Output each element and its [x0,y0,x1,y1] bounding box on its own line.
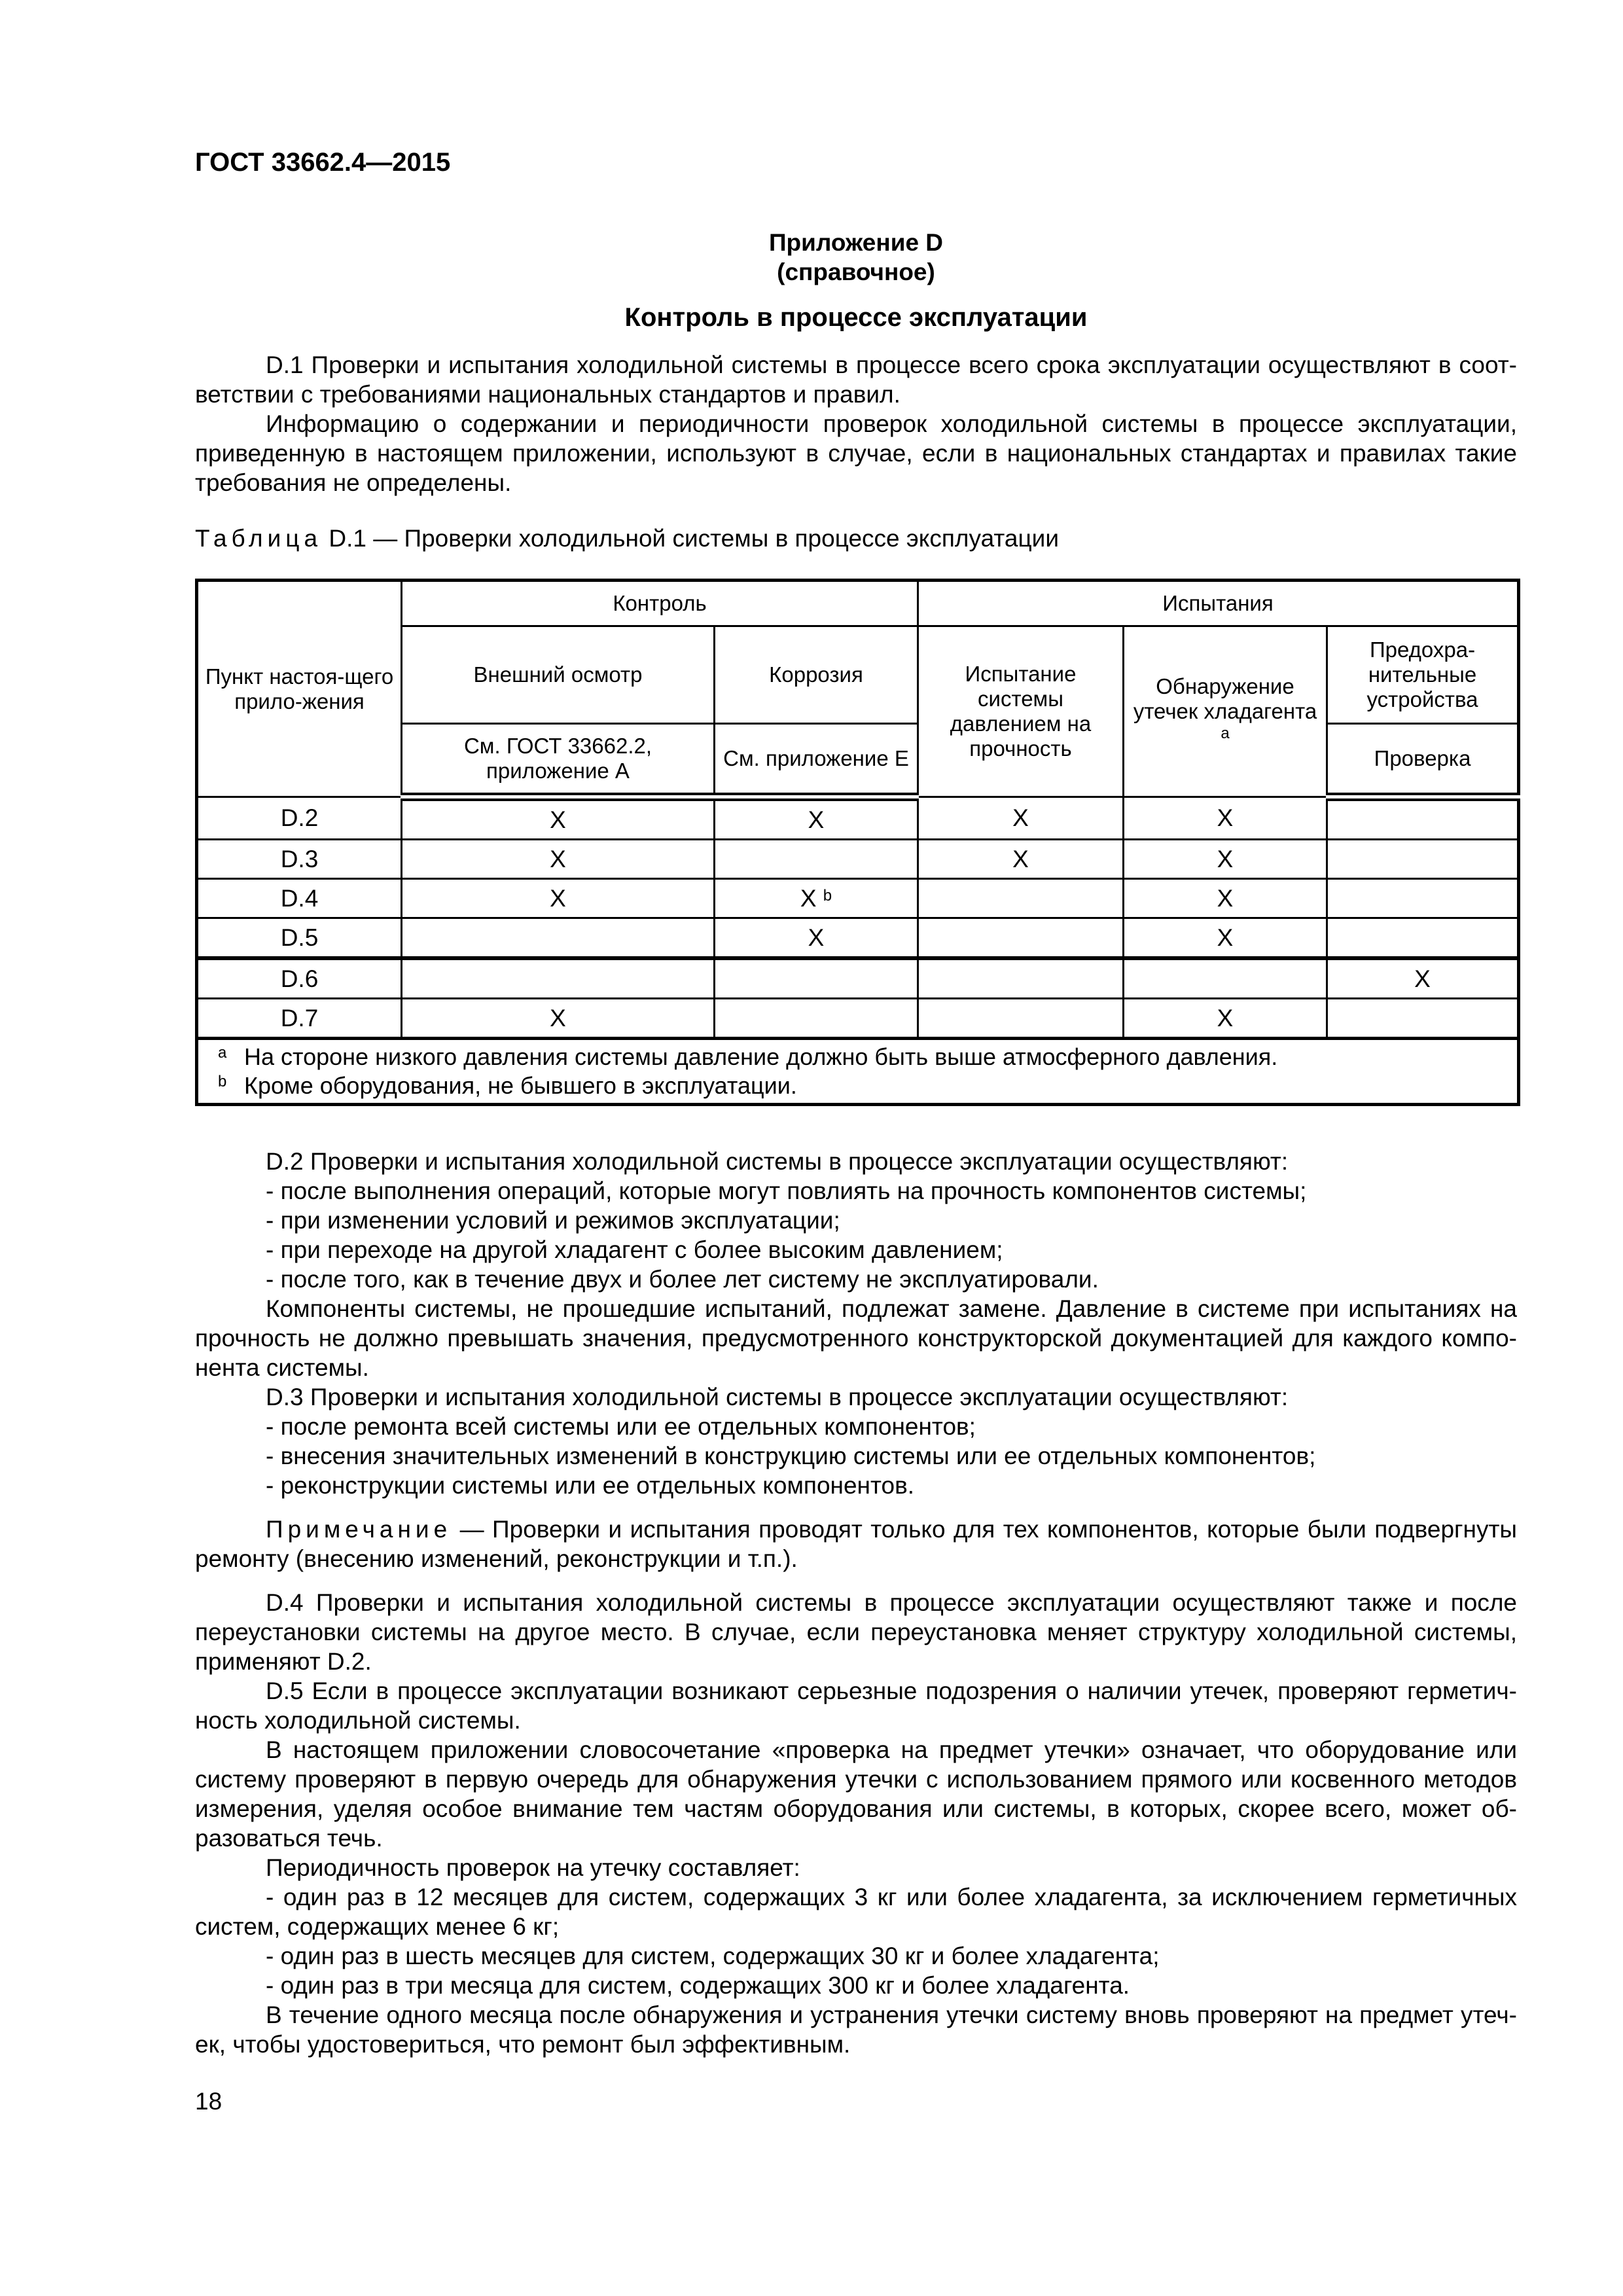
check-cell [1327,999,1519,1039]
intro-text [195,350,1517,497]
text-line: D.3 Проверки и испытания холодильной системы в процессе эксплуатации осуществляют: [266,1384,1289,1410]
check-cell [402,797,715,840]
paragraph [195,1206,1517,1235]
row-item: D.2 [197,797,402,840]
table-caption-text: D.1 — Проверки холодильной системы в процессе эксплуатации [322,525,1059,552]
text-line: D.5 Если в процессе эксплуатации возникают серьезные подозрения о наличии утечек, проверяют герметич- [266,1677,1517,1704]
check-cell [918,918,1124,959]
document-id: ГОСТ 33662.4—2015 [195,148,451,177]
check-cell [402,999,715,1039]
paragraph [195,350,1517,409]
table-caption-label: Таблица [195,525,323,552]
paragraph [195,1176,1517,1206]
header-visual-ref: См. ГОСТ 33662.2, приложение А [402,724,715,797]
text-line: Информацию о содержании и периодичности проверок холодильной системы в процессе эксплуатации, [266,410,1517,437]
text-line: - один раз в три месяца для систем, содержащих 300 кг и более хладагента. [266,1972,1130,1999]
check-mark: X [1217,804,1234,831]
check-cell [715,999,918,1039]
check-cell [1124,840,1327,879]
text-line: D.2 Проверки и испытания холодильной системы в процессе эксплуатации осуществляют: [266,1148,1289,1175]
check-mark: X [550,884,566,912]
check-mark: X [1414,965,1431,992]
header-visual: Внешний осмотр [402,626,715,724]
check-cell [1124,958,1327,999]
paragraph [195,409,1517,497]
paragraph [195,1941,1517,1971]
text-line: D.1 Проверки и испытания холодильной системы в процессе всего срока эксплуатации осуществляют в соот- [266,351,1517,378]
header-control: Контроль [402,581,918,626]
check-cell [918,797,1124,840]
check-mark: X [1217,924,1234,951]
paragraph [195,1412,1517,1441]
text-line: прочность не должно превышать значения, предусмотренного конструкторской документацией для каждого компо- [195,1325,1517,1352]
header-leak [1124,626,1327,797]
row-item: D.6 [197,958,402,999]
table-row [197,840,1519,879]
check-cell [402,918,715,959]
appendix-kind: (справочное) [777,259,935,285]
check-mark: X [550,845,566,872]
text-line: - после ремонта всей системы или ее отдельных компонентов; [266,1413,976,1440]
check-cell [1124,879,1327,918]
text-line: ветствии с требованиями национальных стандартов и правил. [195,381,901,408]
section-d2-d3 [195,1147,1517,1500]
row-item: D.3 [197,840,402,879]
text-line: переустановки системы на другое место. В случае, если переустановка меняет структуру холодильной системы, [195,1619,1517,1645]
table-row [197,999,1519,1039]
paragraph [195,1676,1517,1735]
text-line: Периодичность проверок на утечку составляет: [266,1854,800,1881]
footnote-a [218,1043,1510,1071]
paragraph [195,1441,1517,1471]
paragraph [195,1853,1517,1882]
text-line: - реконструкции системы или ее отдельных компонентов. [266,1472,915,1499]
text-line: разоваться течь. [195,1825,383,1852]
text-line: - внесения значительных изменений в конструкцию системы или ее отдельных компонентов; [266,1443,1316,1469]
paragraph [195,1294,1517,1382]
check-cell [1327,958,1519,999]
check-cell [715,879,918,918]
table-footnotes [197,1039,1519,1105]
check-mark: X [1217,884,1234,912]
check-cell [918,879,1124,918]
note-line [195,1515,1517,1544]
check-mark: X [550,1004,566,1031]
header-item: Пункт настоя-щего прило-жения [197,581,402,797]
header-corrosion-ref: См. приложение Е [715,724,918,797]
appendix-label: Приложение D [768,229,944,256]
section-d4-d5 [195,1588,1517,2059]
header-safety-sub: Проверка [1327,724,1519,797]
check-cell [402,958,715,999]
page-number: 18 [195,2088,223,2115]
header-leak-text: Обнаружение утечек хладагента [1133,674,1317,723]
paragraph [195,1882,1517,1941]
paragraph [195,1971,1517,2000]
text-line: приведенную в настоящем приложении, используют в случае, если в национальных стандартах и правилах такие [195,440,1517,467]
text-line: - при изменении условий и режимов эксплуатации; [266,1207,840,1234]
table-row [197,958,1519,999]
paragraph [195,1147,1517,1176]
check-mark: X [1012,845,1029,872]
table-caption [195,524,1059,553]
paragraph [195,2000,1517,2059]
table-row [197,797,1519,840]
footnote-mark: b [218,1073,227,1090]
check-mark: X [550,806,566,833]
check-cell [918,958,1124,999]
header-pressure: Испытание системы давлением на прочность [918,626,1124,797]
note-line: ремонту (внесению изменений, реконструкции и т.п.). [195,1545,798,1572]
footnote-ref-a: a [1221,725,1230,742]
footnote-b [218,1071,1510,1100]
text-line: систему проверяют в первую очередь для обнаружения утечки с использованием прямого или косвенного методов [195,1766,1517,1793]
paragraph [195,1588,1517,1676]
header-tests: Испытания [918,581,1519,626]
paragraph [195,1382,1517,1412]
footnote-text: Кроме оборудования, не бывшего в эксплуатации. [244,1072,797,1099]
text-line: требования не определены. [195,469,512,496]
footnote-ref: b [823,886,832,905]
note-label: Примечание [266,1516,452,1543]
text-line: ек, чтобы удостовериться, что ремонт был эффективным. [195,2031,851,2058]
table-row [197,918,1519,959]
check-cell [1327,879,1519,918]
check-cell [402,840,715,879]
text-line: В течение одного месяца после обнаружения и устранения утечки систему вновь проверяют на предмет утеч- [266,2001,1517,2028]
check-cell [1327,797,1519,840]
check-cell [715,840,918,879]
table-row [197,879,1519,918]
footnote-mark: a [218,1044,227,1062]
paragraph [195,1735,1517,1853]
check-cell [1327,918,1519,959]
footnote-text: На стороне низкого давления системы давление должно быть выше атмосферного давления. [244,1043,1278,1070]
note [195,1515,1517,1573]
body-text [195,1147,1517,2059]
check-cell [918,840,1124,879]
note-text: — Проверки и испытания проводят только для тех компонентов, которые были подвергнуты [452,1516,1517,1543]
paragraph [195,1471,1517,1500]
paragraph [195,1235,1517,1265]
text-line: - один раз в шесть месяцев для систем, содержащих 30 кг и более хладагента; [266,1943,1160,1969]
text-line: В настоящем приложении словосочетание «проверка на предмет утечки» означает, что оборудование или [266,1736,1517,1763]
check-cell [1124,797,1327,840]
check-cell [1327,840,1519,879]
check-mark: X [1012,804,1029,831]
appendix-title: Контроль в процессе эксплуатации [624,303,1088,332]
check-mark: X [1217,1004,1234,1031]
text-line: применяют D.2. [195,1648,372,1675]
check-mark: X [800,884,817,912]
check-mark: X [808,924,825,951]
check-cell [1124,999,1327,1039]
paragraph [195,1265,1517,1294]
check-cell [715,918,918,959]
check-mark: X [1217,845,1234,872]
row-item: D.7 [197,999,402,1039]
check-cell [715,797,918,840]
text-line: измерения, уделяя особое внимание тем частям оборудования или системы, в которых, скорее всего, может об- [195,1795,1517,1822]
header-corrosion: Коррозия [715,626,918,724]
header-safety: Предохра-нительные устройства [1327,626,1519,724]
text-line: D.4 Проверки и испытания холодильной системы в процессе эксплуатации осуществляют также и после [266,1589,1517,1616]
text-line: - один раз в 12 месяцев для систем, содержащих 3 кг или более хладагента, за исключением герметичных [266,1884,1517,1910]
text-line: ность холодильной системы. [195,1707,521,1734]
text-line: Компоненты системы, не прошедшие испытаний, подлежат замене. Давление в системе при испытаниях на [266,1295,1517,1322]
text-line: - при переходе на другой хладагент с более высоким давлением; [266,1236,1003,1263]
row-item: D.5 [197,918,402,959]
check-mark: X [808,806,825,833]
check-cell [1124,918,1327,959]
text-line: систем, содержащих менее 6 кг; [195,1913,560,1940]
row-item: D.4 [197,879,402,918]
check-cell [715,958,918,999]
checks-table [195,579,1520,1106]
text-line: нента системы. [195,1354,369,1381]
check-cell [918,999,1124,1039]
text-line: - после того, как в течение двух и более лет систему не эксплуатировали. [266,1266,1099,1293]
check-cell [402,879,715,918]
text-line: - после выполнения операций, которые могут повлиять на прочность компонентов системы; [266,1177,1307,1204]
